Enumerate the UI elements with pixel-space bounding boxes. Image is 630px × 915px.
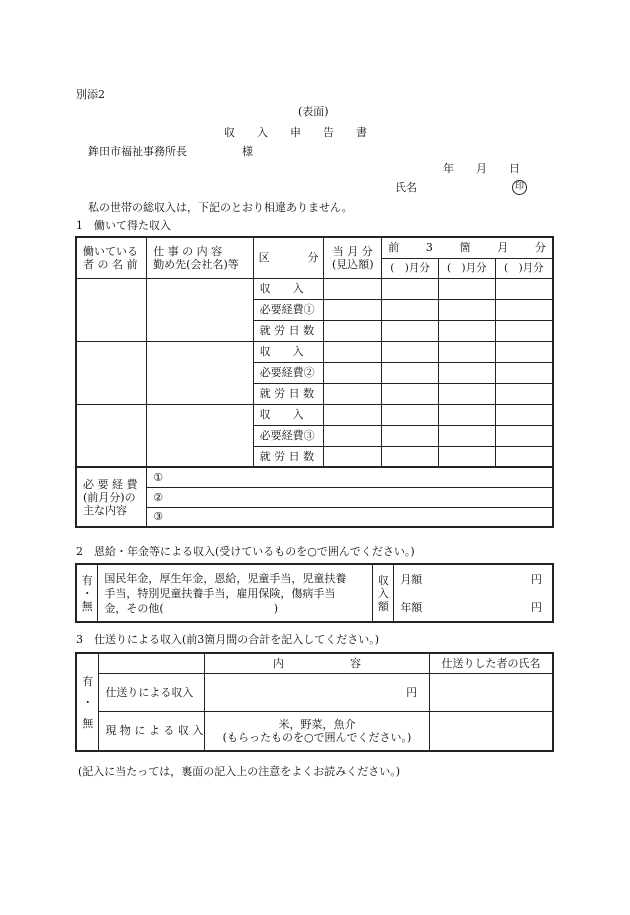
- entry-cell[interactable]: [324, 278, 382, 299]
- pension-income-table: [75, 563, 554, 623]
- category-income-2: 収 入: [253, 341, 324, 362]
- entry-cell[interactable]: [382, 425, 439, 446]
- entry-cell[interactable]: [382, 446, 439, 467]
- entry-cell[interactable]: [382, 383, 439, 404]
- cash-sender-name[interactable]: [430, 673, 553, 711]
- entry-cell[interactable]: [324, 320, 382, 341]
- entry-cell[interactable]: [382, 404, 439, 425]
- side-label: (表面): [298, 105, 329, 118]
- entry-cell[interactable]: [495, 278, 553, 299]
- category-expense-1: 必要経費①: [253, 299, 324, 320]
- seal-mark: 印: [512, 179, 527, 195]
- job-cell-2[interactable]: [147, 341, 253, 404]
- pension-types[interactable]: 国民年金，厚生年金，恩給，児童手当，児童扶養 手当，特別児童扶養手当，雇用保険，傷病手当 金，その他( ): [98, 564, 373, 622]
- worker-name-cell-1[interactable]: [76, 278, 147, 341]
- entry-cell[interactable]: [495, 446, 553, 467]
- month-cell: ( )月分: [438, 258, 495, 278]
- work-income-table: [75, 236, 554, 528]
- blank-header: [99, 653, 205, 673]
- sender-name-header: 仕送りした者の氏名: [430, 653, 553, 673]
- entry-cell[interactable]: [382, 320, 439, 341]
- entry-cell[interactable]: [438, 341, 495, 362]
- category-workdays-3: 就 労 日 数: [253, 446, 324, 467]
- form-title: 収 入 申 告 書: [224, 126, 367, 139]
- entry-cell[interactable]: [495, 362, 553, 383]
- entry-cell[interactable]: [495, 404, 553, 425]
- expense-detail-label: 必 要 経 費 (前月分)の 主な内容: [76, 467, 147, 527]
- category-expense-2: 必要経費②: [253, 362, 324, 383]
- section3-title: 3 仕送りによる収入(前3箇月間の合計を記入してください。): [76, 633, 380, 646]
- job-header: 仕 事 の 内 容 勤め先(会社名)等: [147, 237, 253, 278]
- entry-cell[interactable]: [382, 278, 439, 299]
- cash-remittance-amount[interactable]: 円: [204, 673, 429, 711]
- section2-title: 2 恩給・年金等による収入(受けているものを○で囲んでください。): [76, 545, 415, 558]
- entry-cell[interactable]: [438, 278, 495, 299]
- section1-title: 1 働いて得た収入: [76, 219, 171, 232]
- job-cell-3[interactable]: [147, 404, 253, 467]
- content-header: 内 容: [204, 653, 429, 673]
- entry-cell[interactable]: [324, 341, 382, 362]
- expense-detail-1[interactable]: ①: [147, 467, 553, 487]
- category-income-1: 収 入: [253, 278, 324, 299]
- entry-cell[interactable]: [324, 404, 382, 425]
- remittance-yes-no[interactable]: 有 ・ 無: [76, 653, 99, 751]
- entry-cell[interactable]: [382, 341, 439, 362]
- entry-cell[interactable]: [438, 425, 495, 446]
- expense-detail-3[interactable]: ③: [147, 507, 553, 527]
- income-amount-label: 収 入 額: [373, 564, 394, 622]
- worker-name-cell-2[interactable]: [76, 341, 147, 404]
- addressee: 鉾田市福祉事務所長 様: [88, 145, 253, 158]
- attachment-number: 別添2: [76, 88, 105, 101]
- entry-cell[interactable]: [495, 320, 553, 341]
- entry-cell[interactable]: [382, 362, 439, 383]
- category-workdays-1: 就 労 日 数: [253, 320, 324, 341]
- entry-cell[interactable]: [495, 383, 553, 404]
- past-three-months-header: 前 3 箇 月 分: [382, 237, 553, 258]
- name-label: 氏名: [395, 181, 417, 194]
- goods-remittance-items[interactable]: 米，野菜，魚介 (もらったものを○で囲んでください。): [204, 711, 429, 751]
- category-expense-3: 必要経費③: [253, 425, 324, 446]
- entry-cell[interactable]: [438, 383, 495, 404]
- yearly-amount[interactable]: 年額 円: [394, 593, 553, 622]
- entry-cell[interactable]: [438, 404, 495, 425]
- entry-cell[interactable]: [324, 362, 382, 383]
- entry-cell[interactable]: [438, 446, 495, 467]
- pension-yes-no[interactable]: 有 ・ 無: [76, 564, 98, 622]
- monthly-amount[interactable]: 月額 円: [394, 564, 553, 593]
- category-income-3: 収 入: [253, 404, 324, 425]
- entry-cell[interactable]: [438, 299, 495, 320]
- entry-cell[interactable]: [382, 299, 439, 320]
- entry-cell[interactable]: [324, 299, 382, 320]
- entry-cell[interactable]: [324, 446, 382, 467]
- category-header: 区 分: [253, 237, 324, 278]
- entry-cell[interactable]: [438, 320, 495, 341]
- entry-cell[interactable]: [438, 362, 495, 383]
- footer-note: (記入に当たっては，裏面の記入上の注意をよくお読みください。): [78, 765, 401, 778]
- date-line: 年 月 日: [443, 162, 520, 175]
- goods-sender-name[interactable]: [430, 711, 553, 751]
- entry-cell[interactable]: [495, 425, 553, 446]
- entry-cell[interactable]: [324, 383, 382, 404]
- worker-name-header: 働いている 者 の 名 前: [76, 237, 147, 278]
- job-cell-1[interactable]: [147, 278, 253, 341]
- remittance-income-table: [75, 652, 554, 752]
- month-cell: ( )月分: [495, 258, 553, 278]
- category-workdays-2: 就 労 日 数: [253, 383, 324, 404]
- expense-detail-2[interactable]: ②: [147, 487, 553, 507]
- entry-cell[interactable]: [495, 299, 553, 320]
- declaration-text: 私の世帯の総収入は，下記のとおり相違ありません。: [88, 201, 353, 214]
- worker-name-cell-3[interactable]: [76, 404, 147, 467]
- cash-remittance-label: 仕送りによる収入: [99, 673, 205, 711]
- current-month-header: 当 月 分 (見込額): [324, 237, 382, 278]
- month-cell: ( )月分: [382, 258, 439, 278]
- goods-remittance-label: 現 物 に よ る 収 入: [99, 711, 205, 751]
- entry-cell[interactable]: [324, 425, 382, 446]
- entry-cell[interactable]: [495, 341, 553, 362]
